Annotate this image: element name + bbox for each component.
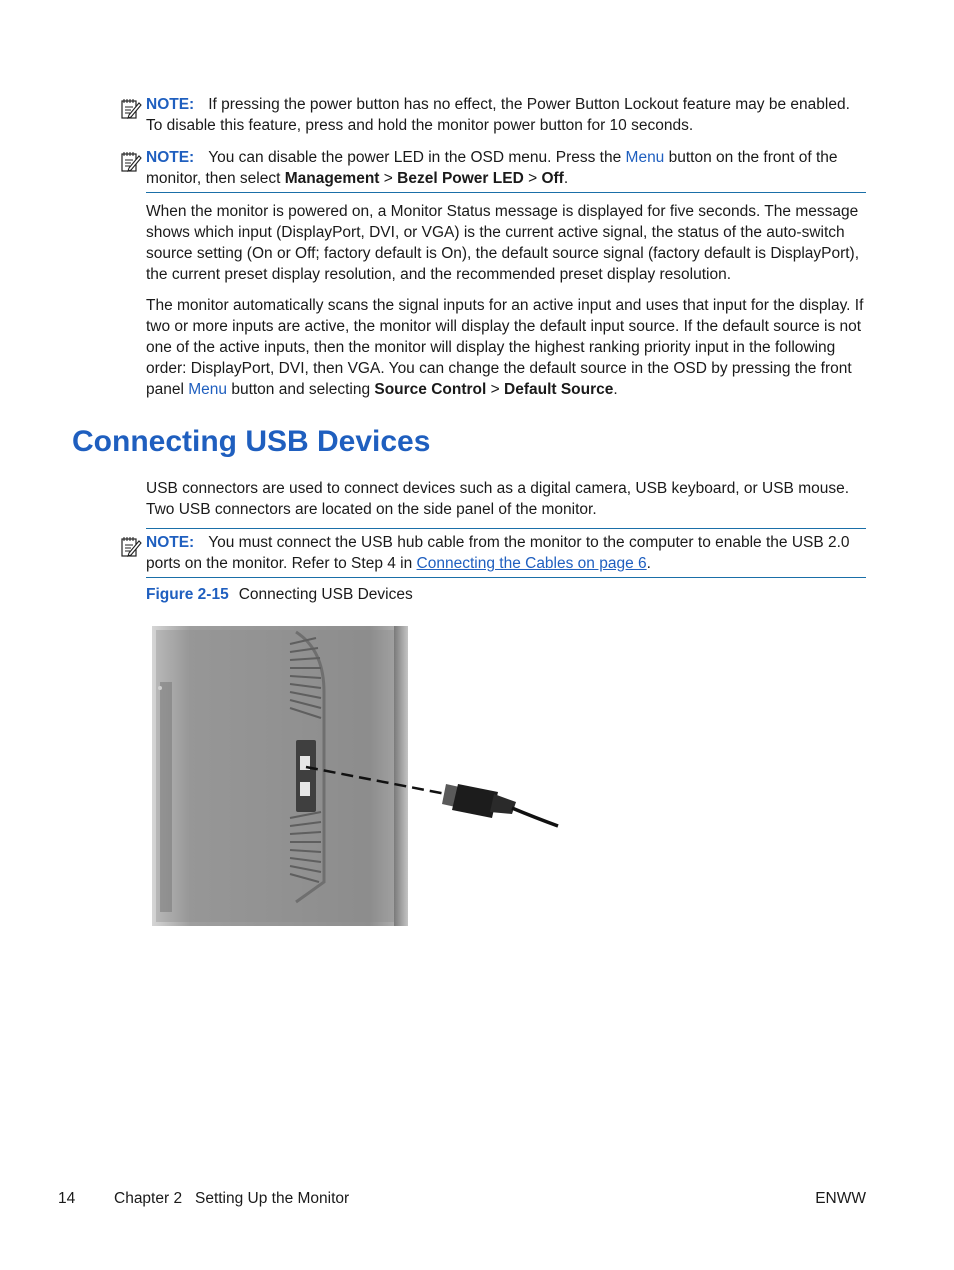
paragraph-monitor-status: When the monitor is powered on, a Monitor Status message is displayed for five seconds. The message shows which input (DisplayPort, DVI, or VGA) is the current active signal, the status of the auto-switch source setting (On or Off; factory default is On), the default source signal (factory default is DisplayPort), the current preset display resolution, and the recommended preset display resolution.: [146, 203, 860, 283]
menu-path-off: Off: [541, 170, 564, 187]
paragraph-text: button and selecting: [227, 381, 375, 398]
link-connecting-cables[interactable]: Connecting the Cables on page 6: [416, 555, 647, 572]
menu-separator: >: [486, 381, 504, 398]
note-text: .: [646, 555, 651, 572]
note-text: If pressing the power button has no effect, the Power Button Lockout feature may be enabled. To disable this feature, press and hold the monitor power button for 10 seconds.: [146, 96, 850, 134]
figure-caption: [146, 584, 413, 605]
paragraph-text: .: [613, 381, 618, 398]
note-power-lockout: [146, 94, 866, 136]
note-icon: [120, 535, 142, 559]
menu-separator: >: [379, 170, 398, 187]
menu-path-management: Management: [284, 170, 380, 187]
note-text: button on the front of the monitor, then select: [146, 149, 838, 187]
menu-path-bezel-power-led: Bezel Power LED: [397, 170, 524, 187]
figure-caption-text: Connecting USB Devices: [238, 586, 413, 603]
paragraph-text: The monitor automatically scans the signal inputs for an active input and uses that input for the display. If two or more inputs are active, the monitor will display the default input source. If the default source is not one of the active inputs, then the monitor will display the highest ranking priority input in the following order: DisplayPort, DVI, then VGA. You can change the default source in the OSD by pressing the front panel: [146, 297, 864, 398]
usb-port-housing: [296, 740, 316, 812]
monitor-bezel: [394, 626, 408, 926]
footer-chapter: Chapter 2 Setting Up the Monitor: [114, 1190, 350, 1207]
note-label: NOTE:: [146, 96, 195, 113]
note-text: You must connect the USB hub cable from the monitor to the computer to enable the USB 2.0 ports on the monitor. Refer to Step 4 in: [146, 534, 850, 572]
note-usb-hub-cable: [146, 528, 866, 578]
usb-plug-body: [452, 784, 498, 818]
note-icon: [120, 150, 142, 174]
footer-locale: ENWW: [815, 1190, 866, 1207]
note-text: .: [563, 170, 569, 187]
menu-button-ref: Menu: [625, 149, 665, 166]
paragraph-usb-connectors: USB connectors are used to connect devices such as a digital camera, USB keyboard, or USB mouse. Two USB connectors are located on the side panel of the monitor.: [146, 480, 850, 518]
note-text: You can disable the power LED in the OSD menu. Press the: [208, 149, 626, 166]
menu-path-source-control: Source Control: [374, 381, 487, 398]
usb-connection-illustration: [146, 622, 566, 932]
usb-port-bottom: [300, 782, 310, 796]
note-power-led: [146, 147, 866, 193]
note-icon: [120, 97, 142, 121]
paragraph-input-scan: [146, 295, 868, 400]
figure-label: Figure 2-15: [146, 586, 229, 603]
footer-page-number: 14: [58, 1190, 76, 1207]
menu-path-default-source: Default Source: [504, 381, 614, 398]
note-label: NOTE:: [146, 149, 195, 166]
menu-separator: >: [523, 170, 542, 187]
menu-button-ref: Menu: [188, 381, 228, 398]
usb-cable: [512, 808, 558, 826]
note-label: NOTE:: [146, 534, 195, 551]
section-heading: Connecting USB Devices: [72, 425, 431, 458]
